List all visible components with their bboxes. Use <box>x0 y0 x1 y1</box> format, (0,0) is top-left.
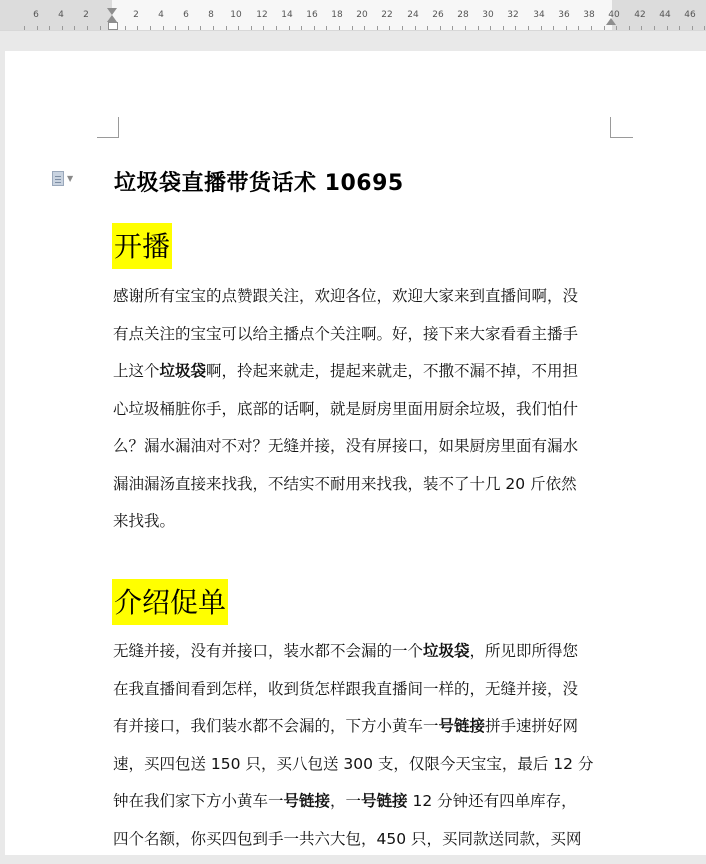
left-indent-marker[interactable] <box>108 22 118 30</box>
text-line[interactable] <box>113 472 613 510</box>
ruler-number: 18 <box>331 10 342 20</box>
text-run: 无缝并接，没有并接口，装水都不会漏的一个 <box>113 642 423 660</box>
ruler-tick <box>238 26 239 30</box>
ruler-tick <box>402 26 403 30</box>
ruler-tick <box>263 26 264 30</box>
ruler-number: 8 <box>208 10 214 20</box>
ruler-tick <box>503 26 504 30</box>
ruler-left-margin <box>0 0 112 30</box>
ruler-tick <box>667 26 668 30</box>
ruler-tick <box>364 26 365 30</box>
text-run: 感谢所有宝宝的点赞跟关注，欢迎各位，欢迎大家来到直播间啊，没 <box>113 287 578 305</box>
text-line[interactable] <box>113 284 613 322</box>
text-run: 来找我。 <box>113 512 175 530</box>
ruler-number: 28 <box>457 10 468 20</box>
ruler-tick <box>137 26 138 30</box>
text-line[interactable] <box>113 509 613 547</box>
ruler-number: 32 <box>507 10 518 20</box>
ruler-tick <box>566 26 567 30</box>
ruler-tick <box>74 26 75 30</box>
ruler-tick <box>62 26 63 30</box>
ruler-tick <box>604 26 605 30</box>
ruler-number: 40 <box>608 10 619 20</box>
ruler-tick <box>175 26 176 30</box>
ruler-number: 2 <box>83 10 89 20</box>
ruler-tick <box>150 26 151 30</box>
ruler-number: 14 <box>281 10 292 20</box>
ruler-number: 4 <box>158 10 164 20</box>
bold-keyword: 垃圾袋 <box>423 642 470 660</box>
text-run: 在我直播间看到怎样，收到货怎样跟我直播间一样的，无缝并接，没 <box>113 680 578 698</box>
document-page[interactable] <box>5 51 706 855</box>
chevron-down-icon[interactable]: ▼ <box>67 174 73 183</box>
text-line[interactable] <box>113 639 613 677</box>
text-run: 四个名额，你买四包到手一共六大包，450 只，买同款送同款，买网 <box>113 830 582 848</box>
text-run: 钟在我们家下方小黄车一 <box>113 792 284 810</box>
ruler-number: 38 <box>583 10 594 20</box>
ruler-tick <box>515 26 516 30</box>
ruler-tick <box>213 26 214 30</box>
text-line[interactable] <box>113 397 613 435</box>
ruler-number: 4 <box>58 10 64 20</box>
ruler-number: 46 <box>684 10 695 20</box>
ruler-tick <box>100 26 101 30</box>
text-line[interactable] <box>113 359 613 397</box>
ruler-number: 36 <box>558 10 569 20</box>
ruler-tick <box>654 26 655 30</box>
ruler-tick <box>37 26 38 30</box>
margin-corner-top-left <box>97 117 119 138</box>
ruler-tick <box>692 26 693 30</box>
ruler-tick <box>528 26 529 30</box>
ruler-tick <box>541 26 542 30</box>
ruler-number: 24 <box>407 10 418 20</box>
ruler-number: 20 <box>356 10 367 20</box>
page-gap <box>0 31 706 51</box>
ruler-tick <box>641 26 642 30</box>
text-run: 速，买四包送 150 只，买八包送 300 支，仅限今天宝宝，最后 12 分 <box>113 755 593 773</box>
ruler-tick <box>679 26 680 30</box>
bold-keyword: 号链接 <box>439 717 486 735</box>
text-line[interactable] <box>113 827 613 864</box>
ruler-tick <box>339 26 340 30</box>
ruler-tick <box>704 26 705 30</box>
ruler-tick <box>415 26 416 30</box>
text-run: 拼手速拼好网 <box>485 717 578 735</box>
text-run: 有并接口，我们装水都不会漏的，下方小黄车一 <box>113 717 439 735</box>
ruler-number: 30 <box>482 10 493 20</box>
bold-keyword: 垃圾袋 <box>160 362 207 380</box>
document-outline-icon[interactable] <box>52 171 64 186</box>
text-line[interactable] <box>113 322 613 360</box>
section-heading-opening[interactable]: 开播 <box>112 223 172 269</box>
ruler-number: 6 <box>33 10 39 20</box>
ruler-number: 26 <box>432 10 443 20</box>
section-heading-promotion[interactable]: 介绍促单 <box>112 579 228 625</box>
ruler-number: 44 <box>659 10 670 20</box>
ruler-tick <box>427 26 428 30</box>
ruler-number: 42 <box>634 10 645 20</box>
ruler-tick <box>125 26 126 30</box>
horizontal-ruler[interactable] <box>0 0 706 31</box>
text-run: 上这个 <box>113 362 160 380</box>
text-line[interactable] <box>113 714 613 752</box>
ruler-tick <box>251 26 252 30</box>
ruler-tick <box>490 26 491 30</box>
ruler-tick <box>377 26 378 30</box>
ruler-number: 10 <box>230 10 241 20</box>
ruler-tick <box>440 26 441 30</box>
text-run: 12 分钟还有四单库存， <box>408 792 577 810</box>
text-line[interactable] <box>113 434 613 472</box>
document-title[interactable]: 垃圾袋直播带货话术 10695 <box>114 166 404 197</box>
ruler-tick <box>326 26 327 30</box>
ruler-tick <box>301 26 302 30</box>
section-body-opening[interactable] <box>113 284 613 547</box>
margin-corner-top-right <box>610 117 633 138</box>
text-run: ，一 <box>330 792 361 810</box>
ruler-tick <box>49 26 50 30</box>
ruler-number: 16 <box>306 10 317 20</box>
ruler-tick <box>276 26 277 30</box>
text-run: 么？漏水漏油对不对？无缝并接，没有屏接口，如果厨房里面有漏水 <box>113 437 578 455</box>
ruler-number: 22 <box>381 10 392 20</box>
ruler-tick <box>616 26 617 30</box>
text-line[interactable] <box>113 752 613 790</box>
ruler-tick <box>352 26 353 30</box>
text-run: 漏油漏汤直接来找我，不结实不耐用来找我，装不了十几 20 斤依然 <box>113 475 577 493</box>
ruler-tick <box>478 26 479 30</box>
ruler-tick <box>389 26 390 30</box>
hanging-indent-marker[interactable] <box>107 15 117 22</box>
section-body-promotion[interactable] <box>113 639 613 864</box>
text-run: 心垃圾桶脏你手，底部的话啊，就是厨房里面用厨余垃圾，我们怕什 <box>113 400 578 418</box>
ruler-tick <box>578 26 579 30</box>
text-line[interactable] <box>113 789 613 827</box>
ruler-tick <box>163 26 164 30</box>
ruler-tick <box>226 26 227 30</box>
ruler-tick <box>452 26 453 30</box>
bold-keyword: 号链接 <box>284 792 331 810</box>
ruler-tick <box>289 26 290 30</box>
first-line-indent-marker[interactable] <box>107 8 117 15</box>
text-run: ，所见即所得您 <box>470 642 579 660</box>
right-indent-marker[interactable] <box>606 18 616 25</box>
ruler-tick <box>629 26 630 30</box>
ruler-number: 6 <box>183 10 189 20</box>
ruler-tick <box>200 26 201 30</box>
ruler-tick <box>553 26 554 30</box>
ruler-tick <box>87 26 88 30</box>
text-run: 有点关注的宝宝可以给主播点个关注啊。好，接下来大家看看主播手 <box>113 325 578 343</box>
text-run: 啊，拎起来就走，提起来就走，不撒不漏不掉，不用担 <box>206 362 578 380</box>
ruler-tick <box>314 26 315 30</box>
ruler-number: 34 <box>533 10 544 20</box>
ruler-tick <box>188 26 189 30</box>
ruler-tick <box>24 26 25 30</box>
ruler-tick <box>591 26 592 30</box>
ruler-tick <box>465 26 466 30</box>
ruler-number: 2 <box>133 10 139 20</box>
ruler-number: 12 <box>256 10 267 20</box>
bold-keyword: 号链接 <box>361 792 408 810</box>
text-line[interactable] <box>113 677 613 715</box>
